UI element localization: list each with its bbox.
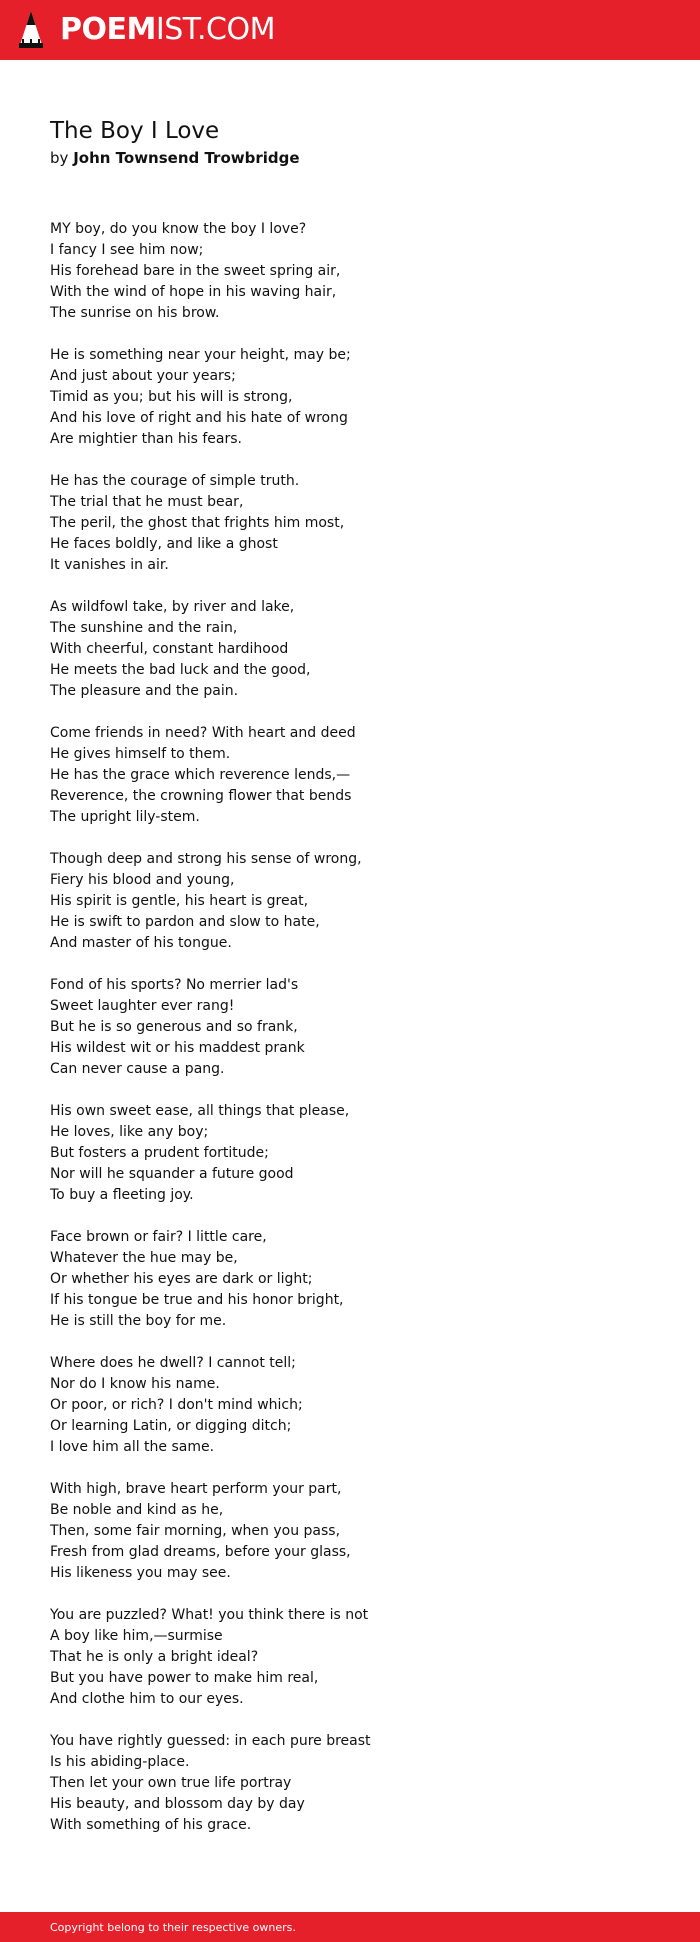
poem-stanza (50, 723, 650, 828)
poem-stanza (50, 1101, 650, 1206)
poem-line: He meets the bad luck and the good, (50, 662, 311, 678)
by-label: by (50, 149, 69, 167)
poem-line: Reverence, the crowning flower that bends (50, 788, 352, 804)
copyright-text: Copyright belong to their respective owners. (50, 1921, 296, 1934)
poem-line: But you have power to make him real, (50, 1670, 319, 1686)
poem-line: But fosters a prudent fortitude; (50, 1145, 269, 1161)
poem-line: With high, brave heart perform your part, (50, 1481, 342, 1497)
poem-line: He faces boldly, and like a ghost (50, 536, 278, 552)
poem-stanza (50, 1227, 650, 1332)
poem-line: And clothe him to our eyes. (50, 1691, 244, 1707)
poem-stanza (50, 471, 650, 576)
poem-line: I love him all the same. (50, 1439, 215, 1455)
poem-stanza (50, 345, 650, 450)
poem-stanza (50, 597, 650, 702)
poem-line: His forehead bare in the sweet spring air, (50, 263, 341, 279)
poem-line: He gives himself to them. (50, 746, 231, 762)
poem-line: He has the courage of simple truth. (50, 473, 300, 489)
poem-line: Face brown or fair? I little care, (50, 1229, 267, 1245)
poem-line: The trial that he must bear, (50, 494, 244, 510)
poem-line: The sunrise on his brow. (50, 305, 220, 321)
poem-line: Come friends in need? With heart and deed (50, 725, 356, 741)
poem-line: And master of his tongue. (50, 935, 232, 951)
poem-line: With something of his grace. (50, 1817, 252, 1833)
poem-line: Though deep and strong his sense of wrong, (50, 851, 362, 867)
poem-line: I fancy I see him now; (50, 242, 204, 258)
poem-stanza (50, 1353, 650, 1458)
poem-line: The upright lily-stem. (50, 809, 200, 825)
poem-line: Or learning Latin, or digging ditch; (50, 1418, 292, 1434)
poem-line: With the wind of hope in his waving hair, (50, 284, 337, 300)
poem-stanza (50, 849, 650, 954)
poem-line: And his love of right and his hate of wrong (50, 410, 348, 426)
poem-line: His wildest wit or his maddest prank (50, 1040, 305, 1056)
logo-bold-part: POEM (60, 12, 156, 47)
poem-line: The sunshine and the rain, (50, 620, 238, 636)
poem-line: The pleasure and the pain. (50, 683, 239, 699)
poem-line: To buy a fleeting joy. (50, 1187, 194, 1203)
poem-line: He is still the boy for me. (50, 1313, 227, 1329)
poem-line: Fresh from glad dreams, before your glass, (50, 1544, 351, 1560)
poem-line: You have rightly guessed: in each pure breast (50, 1733, 371, 1749)
site-logo-link[interactable] (18, 10, 275, 50)
poem-line: As wildfowl take, by river and lake, (50, 599, 295, 615)
site-header (0, 0, 700, 60)
poem-line: The peril, the ghost that frights him most, (50, 515, 345, 531)
poem-line: Nor will he squander a future good (50, 1166, 294, 1182)
poem-line: His likeness you may see. (50, 1565, 231, 1581)
poem-line: Whatever the hue may be, (50, 1250, 238, 1266)
poem-line: It vanishes in air. (50, 557, 169, 573)
poem-line: He has the grace which reverence lends,— (50, 767, 351, 783)
poem-line: Or poor, or rich? I don't mind which; (50, 1397, 303, 1413)
poem-line: Timid as you; but his will is strong, (50, 389, 293, 405)
poem-line: His beauty, and blossom day by day (50, 1796, 305, 1812)
poem-line: Where does he dwell? I cannot tell; (50, 1355, 296, 1371)
logo-light-part: IST.COM (155, 12, 275, 47)
poem-line: MY boy, do you know the boy I love? (50, 221, 307, 237)
poem-title: The Boy I Love (50, 118, 220, 144)
poem-line: Then let your own true life portray (50, 1775, 292, 1791)
site-logo-text (60, 10, 275, 50)
site-footer (0, 1912, 700, 1942)
poem-line: Fond of his sports? No merrier lad's (50, 977, 299, 993)
poem-line: Or whether his eyes are dark or light; (50, 1271, 313, 1287)
poem-stanza (50, 219, 650, 324)
poem-line: Fiery his blood and young, (50, 872, 235, 888)
poem-line: Be noble and kind as he, (50, 1502, 224, 1518)
poem-line: His spirit is gentle, his heart is great, (50, 893, 309, 909)
poem-line: Then, some fair morning, when you pass, (50, 1523, 341, 1539)
poem-line: With cheerful, constant hardihood (50, 641, 289, 657)
poem-stanza (50, 1731, 650, 1836)
poem-line: But he is so generous and so frank, (50, 1019, 298, 1035)
poem-line: That he is only a bright ideal? (50, 1649, 259, 1665)
poem-stanza (50, 1605, 650, 1710)
poem-byline (50, 147, 300, 169)
poem-line: Nor do I know his name. (50, 1376, 220, 1392)
poem-line: He is something near your height, may be; (50, 347, 351, 363)
poem-stanza (50, 975, 650, 1080)
poem-line: And just about your years; (50, 368, 236, 384)
poem-line: Can never cause a pang. (50, 1061, 225, 1077)
poem-stanza (50, 1479, 650, 1584)
poem-line: Are mightier than his fears. (50, 431, 242, 447)
author-name: John Townsend Trowbridge (73, 149, 300, 167)
poem-line: You are puzzled? What! you think there is not (50, 1607, 369, 1623)
poem-line: He is swift to pardon and slow to hate, (50, 914, 320, 930)
poem-line: A boy like him,—surmise (50, 1628, 223, 1644)
poem-line: Is his abiding-place. (50, 1754, 190, 1770)
poem-line: His own sweet ease, all things that please, (50, 1103, 350, 1119)
poem-line: Sweet laughter ever rang! (50, 998, 235, 1014)
pencil-tip-icon (18, 10, 44, 50)
poem-body (50, 219, 650, 1857)
poem-line: If his tongue be true and his honor bright, (50, 1292, 344, 1308)
poem-line: He loves, like any boy; (50, 1124, 209, 1140)
